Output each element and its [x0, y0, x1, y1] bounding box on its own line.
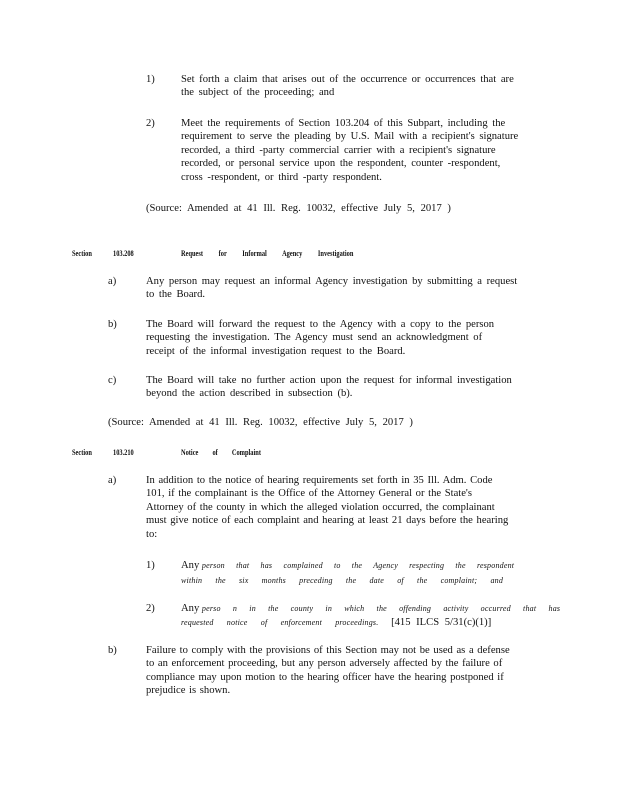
item-1-number: 1) — [146, 74, 155, 85]
s208-a-number: a) — [108, 276, 117, 287]
s208-a-line-1: Any person may request an informal Agency investigation by submitting a request — [146, 276, 518, 287]
s210-a2-citation: [415 ILCS 5/31(c)(1)] — [391, 617, 492, 628]
item-2-line-2: requirement to serve the pleading by U.S. Mail with a recipient's signature — [181, 131, 519, 143]
s210-b-text — [146, 644, 538, 698]
item-2-number: 2) — [146, 118, 155, 129]
s210-a2-lead: Any — [181, 603, 200, 614]
item-2-text — [181, 117, 531, 184]
s210-a-text — [146, 474, 538, 541]
item-1-line-2: the subject of the proceeding; and — [181, 87, 335, 99]
s210-a-line-4: must give notice of each complaint and hearing at least 21 days before the hearing — [146, 515, 509, 527]
s210-b-line-4: prejudice is shown. — [146, 685, 231, 697]
s210-a2-number: 2) — [146, 603, 155, 614]
s210-a-line-1: In addition to the notice of hearing requirements set forth in 35 Ill. Adm. Code — [146, 475, 493, 486]
s208-b-line-3: receipt of the informal investigation request to the Board. — [146, 345, 406, 357]
s208-a-line-2: to the Board. — [146, 289, 206, 301]
s210-a-line-2: 101, if the complainant is the Office of the Attorney General or the State's — [146, 488, 472, 500]
item-2-line-5: cross -respondent, or third -party respondent. — [181, 171, 382, 183]
section-label-208: Section — [72, 249, 92, 258]
s210-b-line-2: to an enforcement proceeding, but any person adversely affected by the failure of — [146, 658, 503, 670]
s208-a-text — [146, 275, 538, 302]
section-number-208: 103.208 — [113, 249, 134, 258]
s208-b-number: b) — [108, 319, 117, 330]
s210-a-line-3: Attorney of the county in which the alleged violation occurred, the complainant — [146, 501, 495, 513]
source-note-2: (Source: Amended at 41 Ill. Reg. 10032, effective July 5, 2017 ) — [108, 417, 413, 428]
s208-c-number: c) — [108, 375, 117, 386]
s210-a1-text — [181, 559, 514, 572]
item-2-line-1: Meet the requirements of Section 103.204 of this Subpart, including the — [181, 118, 506, 129]
s208-b-line-1: The Board will forward the request to the Agency with a copy to the person — [146, 319, 495, 330]
source-note-1: (Source: Amended at 41 Ill. Reg. 10032, effective July 5, 2017 ) — [146, 203, 451, 214]
s208-b-line-2: requesting the investigation. The Agency must send an acknowledgment of — [146, 332, 483, 344]
s210-a-number: a) — [108, 475, 117, 486]
s210-a1-line-2: within the six months preceding the date of the complaint; and — [181, 576, 504, 585]
s210-a2-line-2-wrap — [181, 616, 491, 629]
s208-c-text — [146, 374, 526, 401]
section-label-210: Section — [72, 448, 92, 457]
s210-a1-number: 1) — [146, 560, 155, 571]
s210-b-line-1: Failure to comply with the provisions of this Section may not be used as a defense — [146, 645, 510, 656]
s210-b-line-3: compliance may upon motion to the hearing officer have the hearing postponed if — [146, 671, 504, 683]
s210-a1-lead: Any — [181, 560, 200, 571]
s210-a1-line-1: person that has complained to the Agency respecting the respondent — [201, 561, 515, 570]
s210-b-number: b) — [108, 645, 117, 656]
section-title-210: Notice of Complaint — [181, 448, 261, 457]
item-1-text — [181, 73, 529, 100]
s208-c-line-2: beyond the action described in subsection (b). — [146, 388, 353, 400]
s210-a2-line-1: perso n in the county in which the offending activity occurred that has — [201, 604, 561, 613]
s208-c-line-1: The Board will take no further action upon the request for informal investigation — [146, 375, 512, 386]
s210-a2-line-2: requested notice of enforcement proceedings. — [181, 618, 379, 627]
section-number-210: 103.210 — [113, 448, 134, 457]
s208-b-text — [146, 318, 516, 358]
section-title-208: Request for Informal Agency Investigation — [181, 249, 354, 258]
s210-a-line-5: to: — [146, 528, 158, 540]
item-1-line-1: Set forth a claim that arises out of the occurrence or occurrences that are — [181, 74, 514, 85]
item-2-line-4: recorded, or personal service upon the respondent, counter -respondent, — [181, 158, 501, 170]
item-2-line-3: recorded, a third -party commercial carrier with a recipient's signature — [181, 144, 496, 156]
s210-a2-text — [181, 602, 560, 615]
